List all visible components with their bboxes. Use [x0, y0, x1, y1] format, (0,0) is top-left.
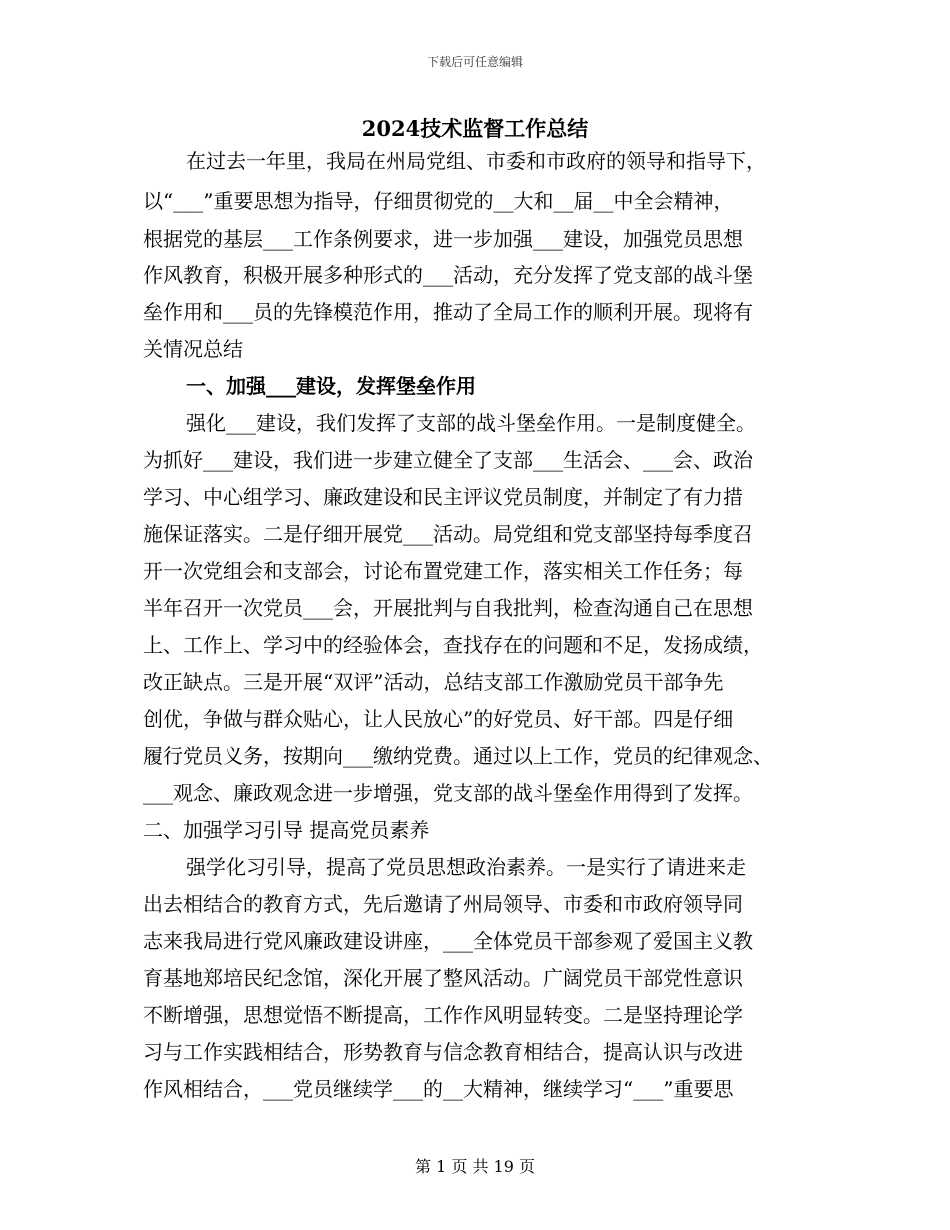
- paragraph-line: 垒作用和___员的先锋模范作用，推动了全局工作的顺利开展。现将有: [143, 300, 753, 324]
- paragraph-line: 志来我局进行党风廉政建设讲座，___全体党员干部参观了爱国主义教: [143, 929, 753, 953]
- paragraph-line: 作风教育，积极开展多种形式的___活动，充分发挥了党支部的战斗堡: [143, 263, 753, 287]
- paragraph-line: 育基地郑培民纪念馆，深化开展了整风活动。广阔党员干部党性意识: [143, 966, 743, 990]
- paragraph-line: 强化___建设，我们发挥了支部的战斗堡垒作用。一是制度健全。: [186, 411, 756, 435]
- document-title: 2024技术监督工作总结: [361, 116, 589, 141]
- page-header-note: 下载后可任意编辑: [426, 55, 523, 69]
- paragraph-line: 关情况总结: [143, 337, 243, 361]
- paragraph-line: 为抓好___建设，我们进一步建立健全了支部___生活会、___会、政治: [143, 448, 753, 472]
- paragraph-line: 创优，争做与群众贴心，让人民放心”的好党员、好干部。四是仔细: [143, 707, 734, 731]
- paragraph-line: 作风相结合，___党员继续学___的__大精神，继续学习“___”重要思: [143, 1077, 734, 1101]
- paragraph-line: 根据党的基层___工作条例要求，进一步加强___建设，加强党员思想: [143, 227, 743, 251]
- paragraph-line: 改正缺点。三是开展“双评”活动，总结支部工作激励党员干部争先: [143, 670, 724, 694]
- section-heading: 一、加强___建设，发挥堡垒作用: [186, 374, 476, 398]
- paragraph-line: 施保证落实。二是仔细开展党___活动。局党组和党支部坚持每季度召: [143, 522, 753, 546]
- paragraph-line: ___观念、廉政观念进一步增强，党支部的战斗堡垒作用得到了发挥。: [143, 781, 753, 805]
- paragraph-line: 不断增强，思想觉悟不断提高，工作作风明显转变。二是坚持理论学: [143, 1003, 743, 1027]
- paragraph-line: 开一次党组会和支部会，讨论布置党建工作，落实相关工作任务；每: [143, 559, 743, 583]
- section-heading: 二、加强学习引导 提高党员素养: [143, 818, 430, 842]
- paragraph-line: 出去相结合的教育方式，先后邀请了州局领导、市委和市政府领导同: [143, 892, 743, 916]
- paragraph-line: 以“___”重要思想为指导，仔细贯彻党的__大和__届__中全会精神，: [143, 189, 734, 213]
- paragraph-line: 强学化习引导，提高了党员思想政治素养。一是实行了请进来走: [186, 855, 746, 879]
- paragraph-line: 半年召开一次党员___会，开展批判与自我批判，检查沟通自己在思想: [143, 596, 753, 620]
- page-number: 第 1 页 共 19 页: [415, 1157, 535, 1176]
- paragraph-line: 履行党员义务，按期向___缴纳党费。通过以上工作，党员的纪律观念、: [143, 744, 773, 768]
- paragraph-line: 在过去一年里，我局在州局党组、市委和市政府的领导和指导下，: [186, 149, 766, 173]
- paragraph-line: 上、工作上、学习中的经验体会，查找存在的问题和不足，发扬成绩，: [143, 633, 763, 657]
- paragraph-line: 习与工作实践相结合，形势教育与信念教育相结合，提高认识与改进: [143, 1040, 743, 1064]
- paragraph-line: 学习、中心组学习、廉政建设和民主评议党员制度，并制定了有力措: [143, 485, 743, 509]
